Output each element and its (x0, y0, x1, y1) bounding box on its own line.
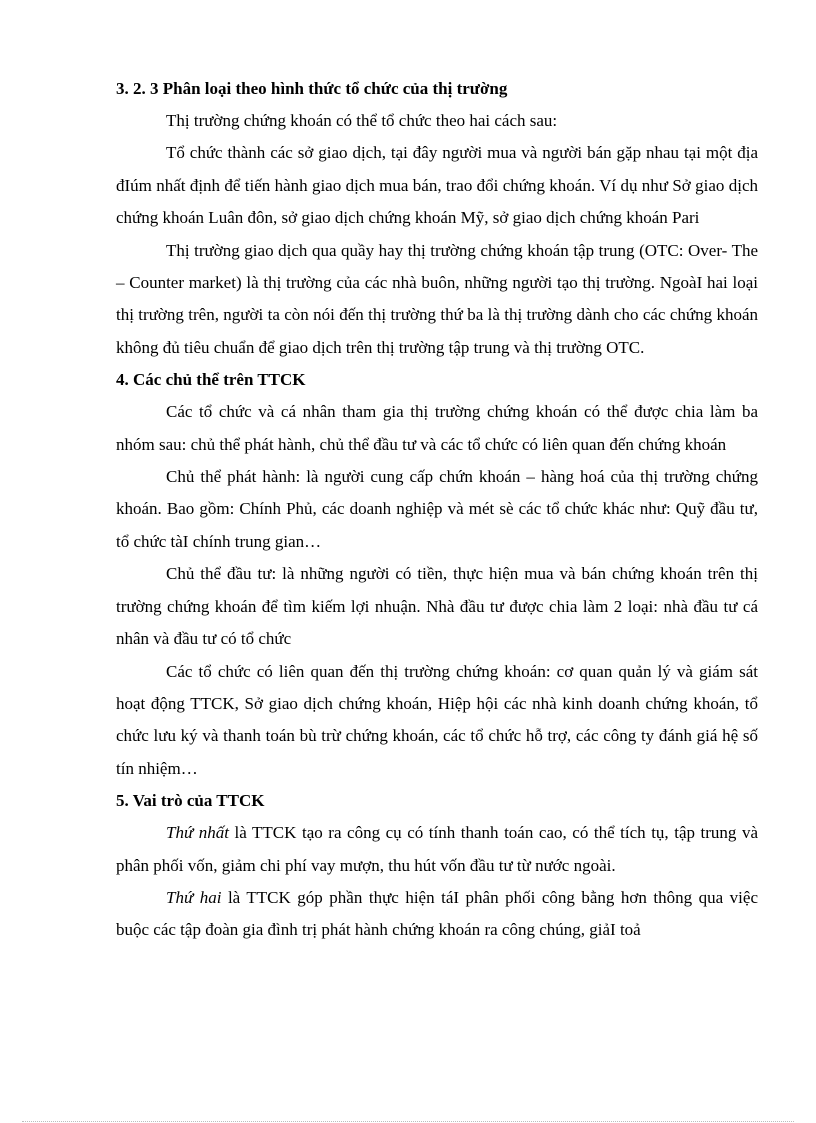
paragraph (116, 817, 758, 882)
paragraph: Thị trường giao dịch qua quầy hay thị trường chứng khoán tập trung (OTC: Over- The – Counter market) là thị trường của các nhà buôn, những người tạo thị trường. NgoàI hai loại thị trường trên, người ta còn nói đến thị trường thứ ba là thị trường dành cho các chứng khoán không đủ tiêu chuẩn để giao dịch trên thị trường tập trung và thị trường OTC. (116, 240, 758, 357)
paragraph: Thị trường chứng khoán có thể tổ chức theo hai cách sau: (166, 111, 558, 130)
paragraph-text: là TTCK góp phần thực hiện táI phân phối công bằng hơn thông qua việc buộc các tập đoàn gia đình trị phát hành chứng khoán ra công chúng, giảI toả (116, 887, 758, 940)
document-page (116, 73, 758, 947)
paragraph-text: là TTCK tạo ra công cụ có tính thanh toán cao, có thể tích tụ, tập trung và phân phối vốn, giảm chi phí vay mượn, thu hút vốn đầu tư từ nước ngoài. (116, 823, 758, 875)
paragraph: Các tổ chức và cá nhân tham gia thị trường chứng khoán có thể được chia làm ba nhóm sau: chủ thể phát hành, chủ thể đầu tư và các tổ chức có liên quan đến chứng khoán (116, 402, 758, 454)
section-heading-3-2-3: 3. 2. 3 Phân loại theo hình thức tổ chức của thị trường (116, 79, 508, 98)
page-bottom-divider (22, 1121, 794, 1122)
section-heading-4: 4. Các chủ thể trên TTCK (116, 370, 306, 390)
section-heading-5: 5. Vai trò của TTCK (116, 791, 265, 811)
paragraph: Các tổ chức có liên quan đến thị trường chứng khoán: cơ quan quản lý và giám sát hoạt động TTCK, Sở giao dịch chứng khoán, Hiệp hội các nhà kinh doanh chứng khoán, tổ chức lưu ký và thanh toán bù trừ chứng khoán, các tổ chức hỗ trợ, các công ty đánh giá hệ số tín nhiệm… (116, 661, 758, 778)
paragraph (116, 882, 758, 947)
paragraph: Tổ chức thành các sở giao dịch, tại đây người mua và người bán gặp nhau tại một địa đIúm nhất định để tiến hành giao dịch mua bán, trao đổi chứng khoán. Ví dụ như Sở giao dịch chứng khoán Luân đôn, sở giao dịch chứng khoán Mỹ, sở giao dịch chứng khoán Pari (116, 143, 758, 228)
italic-lead: Thứ nhất (166, 823, 229, 843)
paragraph: Chủ thể phát hành: là người cung cấp chứn khoán – hàng hoá của thị trường chứng khoán. Bao gồm: Chính Phủ, các doanh nghiệp và mét sè các tổ chức khác như: Quỹ đầu tư, tổ chức tàI chính trung gian… (116, 467, 758, 551)
paragraph: Chủ thể đầu tư: là những người có tiền, thực hiện mua và bán chứng khoán trên thị trường chứng khoán để tìm kiếm lợi nhuận. Nhà đầu tư được chia làm 2 loại: nhà đầu tư cá nhân và đầu tư có tổ chức (116, 564, 758, 649)
italic-lead: Thứ hai (166, 887, 222, 907)
